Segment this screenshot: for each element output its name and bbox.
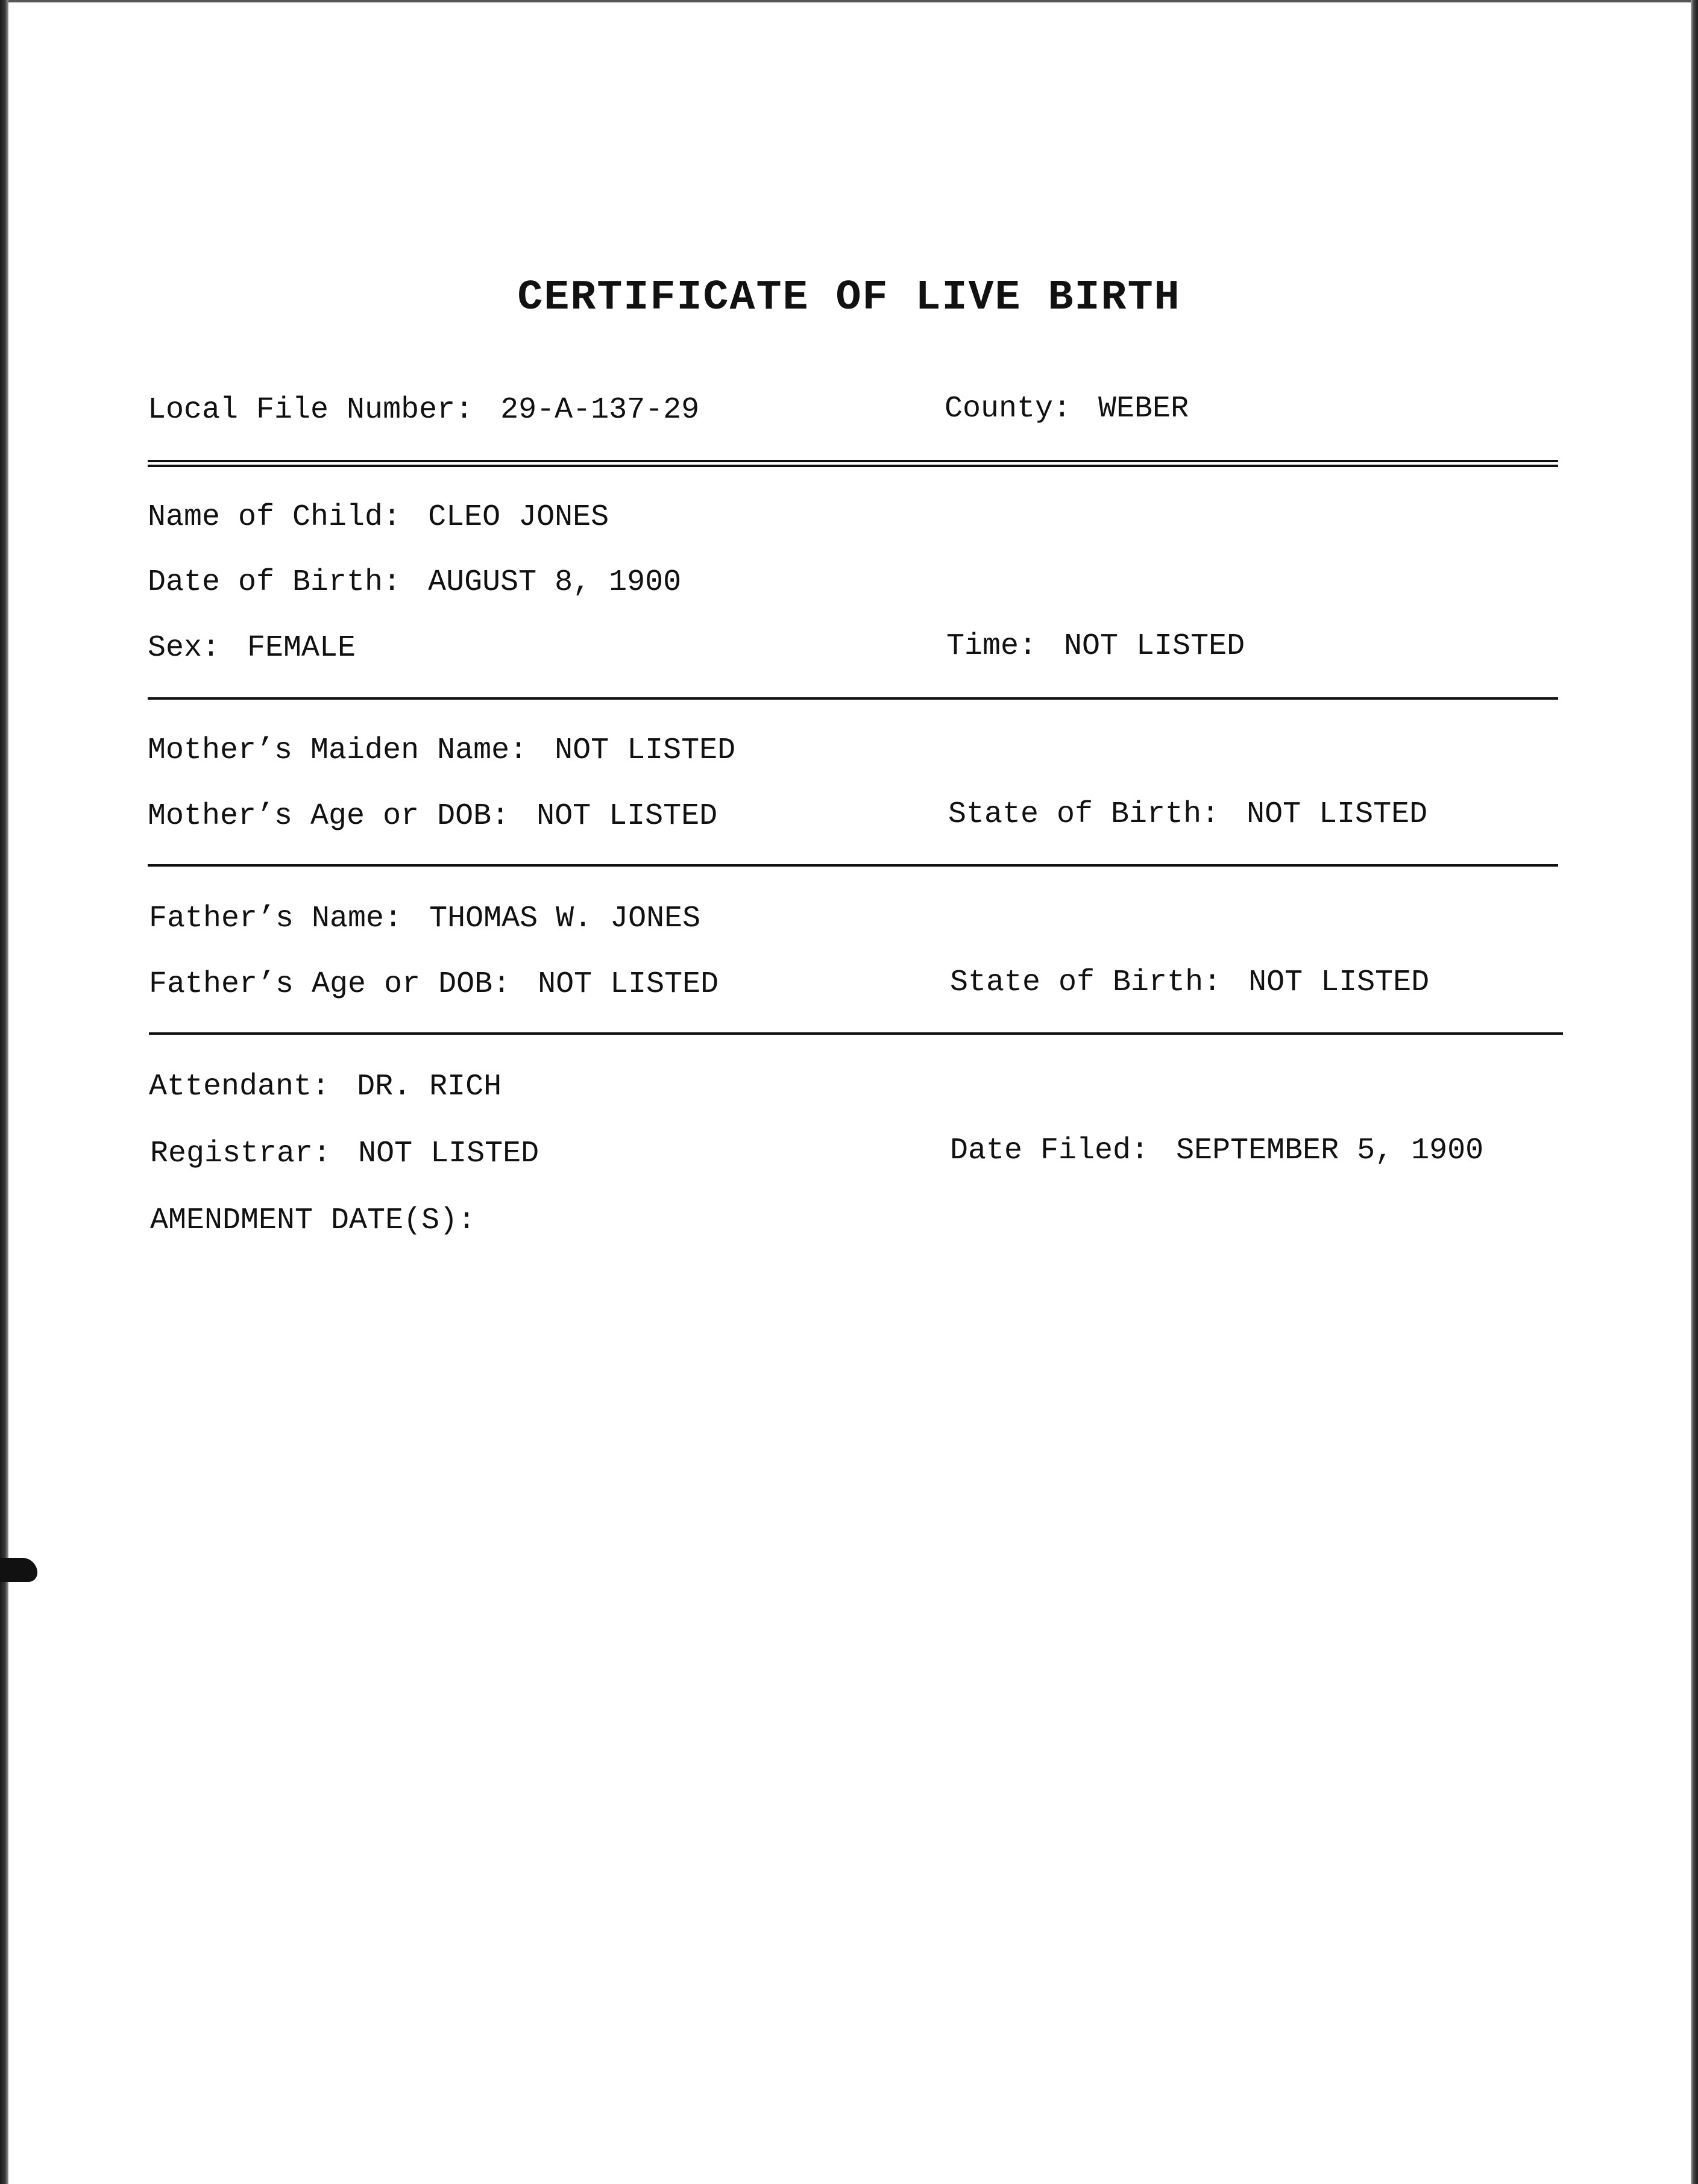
registrar-label: Registrar: xyxy=(150,1137,332,1171)
mothers-maiden-name-value: NOT LISTED xyxy=(555,733,736,768)
child-section-rule xyxy=(148,697,1558,700)
date-of-birth-field xyxy=(148,565,682,600)
attendant-value: DR. RICH xyxy=(357,1070,502,1104)
time-field xyxy=(946,629,1245,664)
fathers-state-of-birth-value: NOT LISTED xyxy=(1248,965,1430,1000)
fathers-state-of-birth-label: State of Birth: xyxy=(950,965,1222,1000)
fathers-state-of-birth-field xyxy=(950,965,1430,1000)
county-label: County: xyxy=(945,392,1072,426)
father-section-rule xyxy=(149,1032,1563,1035)
name-of-child-value: CLEO JONES xyxy=(428,500,609,535)
mothers-age-field xyxy=(148,799,718,833)
mothers-state-of-birth-label: State of Birth: xyxy=(948,797,1220,832)
scan-binding-tab xyxy=(0,1558,37,1582)
local-file-number-field xyxy=(148,395,699,425)
fathers-name-label: Father’s Name: xyxy=(149,902,403,936)
header-double-rule xyxy=(148,460,1558,467)
date-of-birth-value: AUGUST 8, 1900 xyxy=(428,565,682,600)
time-label: Time: xyxy=(946,629,1037,664)
date-filed-label: Date Filed: xyxy=(950,1134,1149,1168)
mothers-age-value: NOT LISTED xyxy=(536,799,718,833)
fathers-name-field xyxy=(149,904,700,934)
fathers-age-value: NOT LISTED xyxy=(538,967,719,1002)
local-file-number-label: Local File Number: xyxy=(148,393,474,427)
mothers-state-of-birth-value: NOT LISTED xyxy=(1247,797,1428,832)
mothers-state-of-birth-field xyxy=(948,797,1428,832)
sex-value: FEMALE xyxy=(247,631,356,665)
fathers-age-label: Father’s Age or DOB: xyxy=(149,967,511,1002)
fathers-age-field xyxy=(149,967,719,1002)
date-filed-value: SEPTEMBER 5, 1900 xyxy=(1176,1134,1484,1168)
amendment-dates-field xyxy=(150,1203,503,1238)
scan-edge-top xyxy=(0,0,1698,2)
attendant-label: Attendant: xyxy=(149,1070,330,1104)
attendant-field xyxy=(149,1072,502,1102)
mothers-maiden-name-label: Mother’s Maiden Name: xyxy=(148,733,528,768)
scan-edge-right xyxy=(1691,0,1698,2184)
mothers-age-label: Mother’s Age or DOB: xyxy=(148,799,510,833)
registrar-field xyxy=(150,1139,539,1169)
date-of-birth-label: Date of Birth: xyxy=(148,565,401,600)
name-of-child-label: Name of Child: xyxy=(148,500,401,535)
sex-label: Sex: xyxy=(148,631,221,665)
registrar-value: NOT LISTED xyxy=(358,1137,539,1171)
mother-section-rule xyxy=(148,864,1558,867)
name-of-child-field xyxy=(148,500,609,535)
fathers-name-value: THOMAS W. JONES xyxy=(429,902,701,936)
date-filed-field xyxy=(950,1136,1483,1166)
sex-field xyxy=(148,633,356,664)
local-file-number-value: 29-A-137-29 xyxy=(500,393,700,427)
certificate-title: CERTIFICATE OF LIVE BIRTH xyxy=(517,274,1181,322)
time-value: NOT LISTED xyxy=(1064,629,1245,664)
county-field xyxy=(945,394,1189,424)
mothers-maiden-name-field xyxy=(148,733,736,768)
amendment-dates-label: AMENDMENT DATE(S): xyxy=(150,1203,476,1238)
county-value: WEBER xyxy=(1098,392,1189,426)
scan-edge-left xyxy=(0,0,8,2184)
